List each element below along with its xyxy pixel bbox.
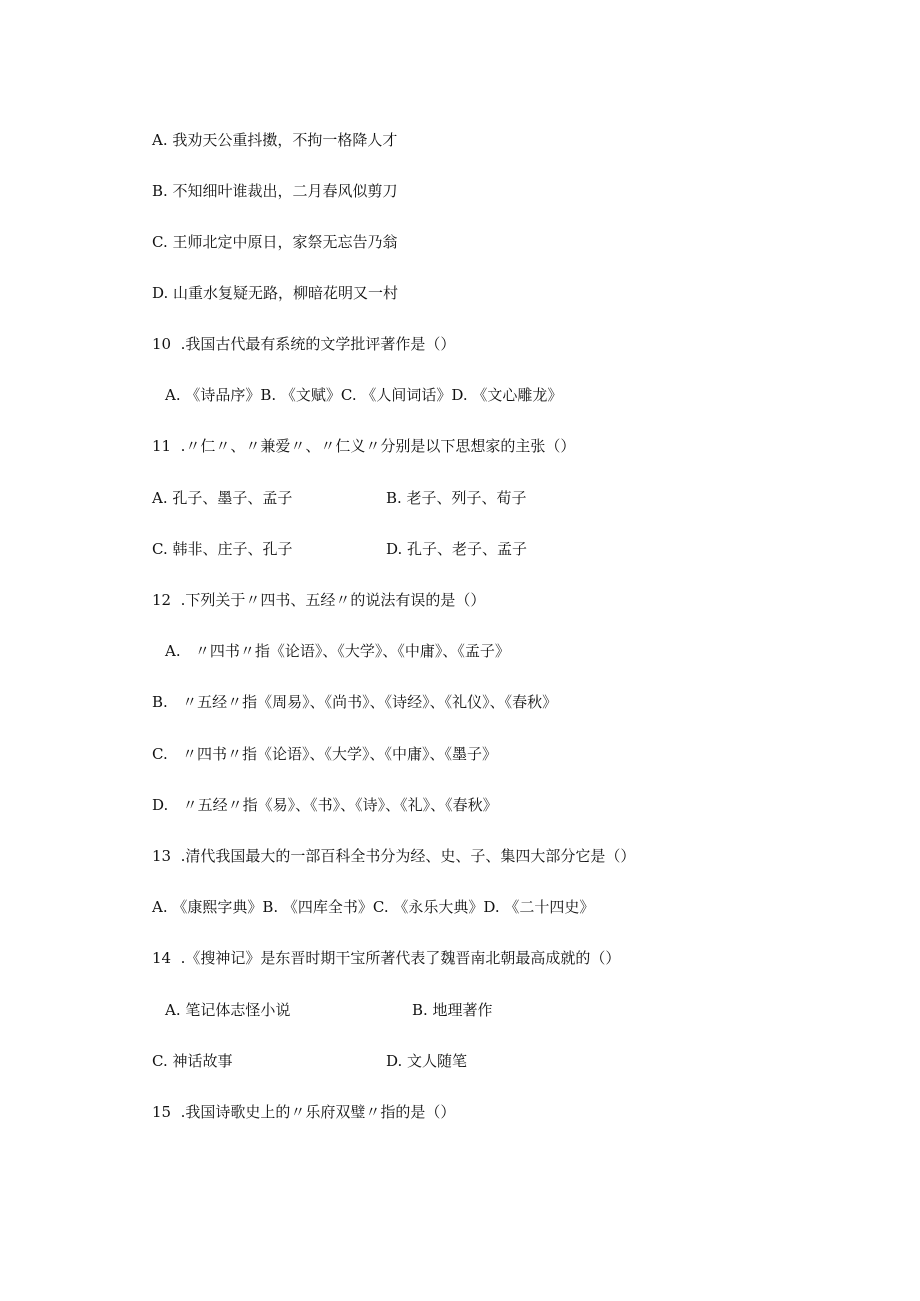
question-9-option-a: A. 我劝天公重抖擞，不拘一格降人才 <box>152 131 398 149</box>
question-12-option-d: D. 〃五经〃指《易》、《书》、《诗》、《礼》、《春秋》 <box>152 796 498 814</box>
question-11-option-b: B. 老子、列子、荀子 <box>386 489 527 507</box>
question-10: 10 .我国古代最有系统的文学批评著作是（） <box>152 335 456 353</box>
question-9-option-c: C. 王师北定中原日，家祭无忘告乃翁 <box>152 233 398 251</box>
question-14: 14 .《搜神记》是东晋时期干宝所著代表了魏晋南北朝最高成就的（） <box>152 949 621 967</box>
question-10-options: A. 《诗品序》B. 《文赋》C. 《人间词话》D. 《文心雕龙》 <box>165 386 563 404</box>
question-14-option-c: C. 神话故事 <box>152 1052 233 1070</box>
question-13-options: A. 《康熙字典》B. 《四库全书》C. 《永乐大典》D. 《二十四史》 <box>152 898 595 916</box>
question-9-option-b: B. 不知细叶谁裁出，二月春风似剪刀 <box>152 182 398 200</box>
question-12-option-a: A. 〃四书〃指《论语》、《大学》、《中庸》、《孟子》 <box>165 642 510 660</box>
question-13: 13 .清代我国最大的一部百科全书分为经、史、子、集四大部分它是（） <box>152 847 636 865</box>
question-11-option-c: C. 韩非、庄子、孔子 <box>152 540 293 558</box>
question-14-option-a: A. 笔记体志怪小说 <box>165 1001 291 1019</box>
question-12-option-b: B. 〃五经〃指《周易》、《尚书》、《诗经》、《礼仪》、《春秋》 <box>152 693 558 711</box>
question-11-option-a: A. 孔子、墨子、孟子 <box>152 489 293 507</box>
question-12: 12 .下列关于〃四书、五经〃的说法有误的是（） <box>152 591 486 609</box>
question-11-option-d: D. 孔子、老子、孟子 <box>386 540 528 558</box>
question-14-option-d: D. 文人随笔 <box>386 1052 468 1070</box>
question-9-option-d: D. 山重水复疑无路，柳暗花明又一村 <box>152 284 399 302</box>
question-11: 11 .〃仁〃、〃兼爱〃、〃仁义〃分别是以下思想家的主张（） <box>152 437 576 455</box>
question-12-option-c: C. 〃四书〃指《论语》、《大学》、《中庸》、《墨子》 <box>152 745 498 763</box>
question-14-option-b: B. 地理著作 <box>412 1001 493 1019</box>
question-15: 15 .我国诗歌史上的〃乐府双璧〃指的是（） <box>152 1103 456 1121</box>
